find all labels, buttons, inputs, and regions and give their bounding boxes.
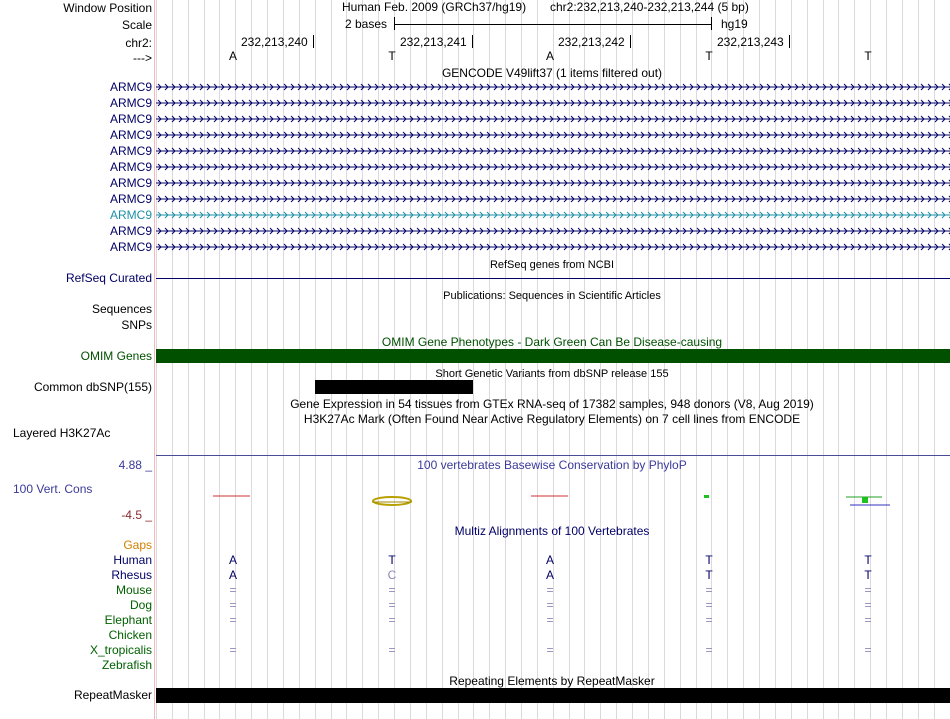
phylop-mark-5-bar <box>862 497 868 503</box>
repeatmasker-label[interactable]: RepeatMasker <box>73 688 152 702</box>
gencode-gene-label[interactable]: ARMC9 <box>109 176 152 190</box>
dbsnp-label[interactable]: Common dbSNP(155) <box>33 380 152 394</box>
gencode-gene-feature[interactable] <box>156 241 950 253</box>
gencode-gene-label[interactable]: ARMC9 <box>109 224 152 238</box>
multiz-base: A <box>545 553 555 567</box>
multiz-base: = <box>388 583 396 597</box>
base-5: T <box>864 49 872 63</box>
coord-3: 232,213,242 <box>558 35 625 49</box>
multiz-base: = <box>705 613 713 627</box>
gencode-track-title[interactable]: GENCODE V49lift37 (1 items filtered out) <box>441 66 663 80</box>
gencode-gene-feature[interactable] <box>156 81 950 93</box>
scale-text: 2 bases <box>345 17 388 31</box>
gencode-gene-label[interactable]: ARMC9 <box>109 128 152 142</box>
multiz-base: = <box>705 583 713 597</box>
multiz-base: = <box>388 613 396 627</box>
gencode-gene-feature[interactable] <box>156 129 950 141</box>
multiz-species-label[interactable]: Rhesus <box>111 568 152 582</box>
phylop-mark-4 <box>704 495 709 498</box>
multiz-base: A <box>228 553 238 567</box>
coord-tick-3 <box>630 35 631 48</box>
phylop-label[interactable]: 100 Vert. Cons <box>13 482 93 496</box>
gencode-gene-feature[interactable] <box>156 161 950 173</box>
refseq-label[interactable]: RefSeq Curated <box>65 271 152 285</box>
gtex-track-title[interactable]: Gene Expression in 54 tissues from GTEx RNA-seq of 17382 samples, 948 donors (V8, Aug 2019) <box>290 397 814 411</box>
db-text: hg19 <box>721 17 748 31</box>
assembly-text[interactable]: Human Feb. 2009 (GRCh37/hg19) <box>342 0 527 14</box>
multiz-base: = <box>229 643 237 657</box>
gencode-gene-feature[interactable] <box>156 209 950 221</box>
multiz-species-label[interactable]: Elephant <box>104 613 152 627</box>
multiz-base: = <box>546 583 554 597</box>
gencode-gene-feature[interactable] <box>156 113 950 125</box>
sequences-label[interactable]: Sequences <box>91 302 152 316</box>
multiz-track-title[interactable]: Multiz Alignments of 100 Vertebrates <box>454 524 650 538</box>
coord-4: 232,213,243 <box>717 35 784 49</box>
coord-2: 232,213,241 <box>400 35 467 49</box>
gencode-gene-label[interactable]: ARMC9 <box>109 240 152 254</box>
publications-track-title[interactable]: Publications: Sequences in Scientific Articles <box>443 290 661 302</box>
base-1: A <box>228 49 238 63</box>
multiz-base: = <box>546 598 554 612</box>
h3k27ac-track-title[interactable]: H3K27Ac Mark (Often Found Near Active Regulatory Elements) on 7 cell lines from ENCODE <box>303 412 801 426</box>
repeatmasker-track-title[interactable]: Repeating Elements by RepeatMasker <box>449 674 655 688</box>
phylop-plot[interactable] <box>156 490 950 512</box>
gencode-gene-feature[interactable] <box>156 97 950 109</box>
multiz-base: = <box>229 583 237 597</box>
gencode-gene-label[interactable]: ARMC9 <box>109 160 152 174</box>
multiz-base: = <box>388 643 396 657</box>
strand-label: ---> <box>133 51 152 65</box>
multiz-base: T <box>705 553 713 567</box>
multiz-base: C <box>387 568 397 582</box>
phylop-min: -4.5 _ <box>121 508 152 522</box>
multiz-base: = <box>705 643 713 657</box>
h3k27ac-label[interactable]: Layered H3K27Ac <box>13 426 111 440</box>
multiz-base: A <box>228 568 238 582</box>
gaps-label[interactable]: Gaps <box>123 538 152 552</box>
multiz-species-label[interactable]: Zebrafish <box>101 658 152 672</box>
gencode-gene-feature[interactable] <box>156 225 950 237</box>
coord-tick-2 <box>472 35 473 48</box>
h3k27ac-baseline <box>156 455 950 456</box>
gencode-gene-label[interactable]: ARMC9 <box>109 80 152 94</box>
omim-track-title[interactable]: OMIM Gene Phenotypes - Dark Green Can Be Disease-causing <box>381 335 723 349</box>
dbsnp-track-title[interactable]: Short Genetic Variants from dbSNP release 155 <box>435 368 669 380</box>
multiz-base: = <box>864 598 872 612</box>
multiz-species-label[interactable]: Chicken <box>108 628 152 642</box>
phylop-track-title[interactable]: 100 vertebrates Basewise Conservation by PhyloP <box>417 458 687 472</box>
gencode-gene-label[interactable]: ARMC9 <box>109 144 152 158</box>
gencode-gene-label[interactable]: ARMC9 <box>109 192 152 206</box>
window-position-label: Window Position <box>63 1 152 15</box>
multiz-base: = <box>864 643 872 657</box>
gencode-gene-feature[interactable] <box>156 193 950 205</box>
repeatmasker-bar[interactable] <box>156 688 950 703</box>
multiz-base: = <box>546 643 554 657</box>
omim-label[interactable]: OMIM Genes <box>80 349 152 363</box>
gencode-gene-feature[interactable] <box>156 145 950 157</box>
refseq-gene-line[interactable] <box>156 278 950 279</box>
multiz-base: T <box>388 553 396 567</box>
scale-bar-left-tick <box>394 17 395 30</box>
gencode-gene-feature[interactable] <box>156 177 950 189</box>
chrom-label: chr2: <box>125 36 152 50</box>
snps-label[interactable]: SNPs <box>121 318 152 332</box>
base-4: T <box>705 49 713 63</box>
coord-tick-1 <box>313 35 314 48</box>
multiz-base: = <box>864 583 872 597</box>
coord-1: 232,213,240 <box>241 35 308 49</box>
phylop-mark-2 <box>373 497 411 505</box>
phylop-max: 4.88 _ <box>118 458 152 472</box>
gencode-gene-label[interactable]: ARMC9 <box>109 112 152 126</box>
base-2: T <box>388 49 396 63</box>
multiz-base: T <box>864 568 872 582</box>
position-text[interactable]: chr2:232,213,240-232,213,244 (5 bp) <box>550 0 749 14</box>
omim-gene-bar[interactable] <box>156 349 950 363</box>
gencode-gene-label[interactable]: ARMC9 <box>109 208 152 222</box>
multiz-base: = <box>546 613 554 627</box>
label-separator <box>154 0 155 719</box>
multiz-species-label[interactable]: Human <box>113 553 152 567</box>
multiz-base: = <box>229 598 237 612</box>
multiz-base: = <box>864 613 872 627</box>
multiz-species-label[interactable]: Dog <box>129 598 152 612</box>
gencode-gene-label[interactable]: ARMC9 <box>109 96 152 110</box>
coord-tick-4 <box>789 35 790 48</box>
scale-bar <box>394 24 712 25</box>
multiz-species-label[interactable]: X_tropicalis <box>89 643 152 657</box>
multiz-base: A <box>545 568 555 582</box>
scale-bar-right-tick <box>711 17 712 30</box>
multiz-base: = <box>705 598 713 612</box>
base-3: A <box>545 49 555 63</box>
refseq-track-title[interactable]: RefSeq genes from NCBI <box>489 259 615 271</box>
multiz-species-label[interactable]: Mouse <box>115 583 152 597</box>
multiz-base: T <box>705 568 713 582</box>
dbsnp-variant-bar[interactable] <box>315 380 473 394</box>
scale-label: Scale <box>121 18 152 32</box>
multiz-base: T <box>864 553 872 567</box>
multiz-base: = <box>229 613 237 627</box>
multiz-base: = <box>388 598 396 612</box>
